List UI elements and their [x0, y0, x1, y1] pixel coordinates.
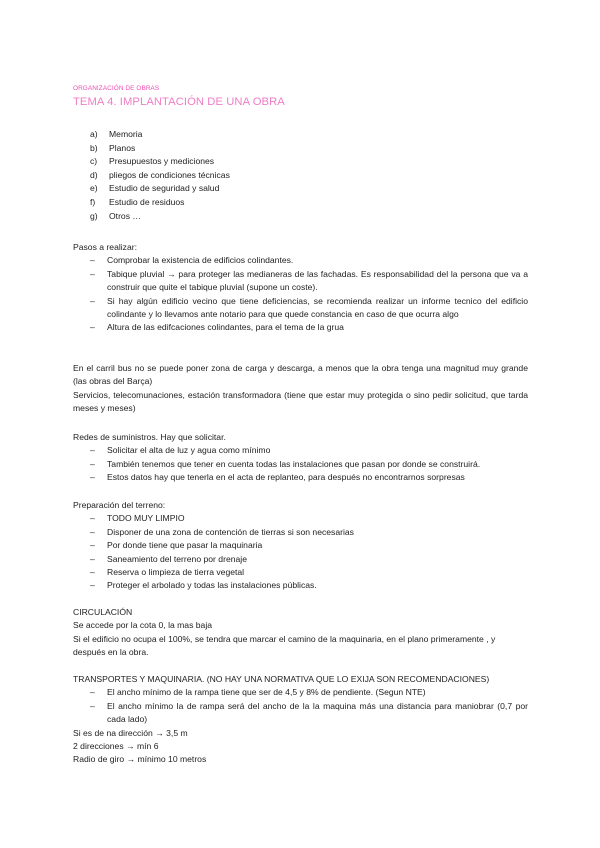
redes-list: [73, 444, 528, 484]
servicios-paragraph: Servicios, telecomunaciones, estación transformadora (tiene que estar muy protegida o sino pedir solicitud, que tarda meses y meses): [73, 389, 528, 414]
circulacion-heading: CIRCULACIÓN: [73, 607, 133, 617]
pasos-list: [73, 254, 528, 334]
list-text: Presupuestos y mediciones: [109, 156, 215, 167]
list-item: – Proteger el arbolado y todas las instalaciones públicas.: [73, 579, 528, 592]
list-text: Estudio de residuos: [109, 196, 185, 207]
list-letter: a): [90, 129, 98, 139]
list-text: Planos: [109, 142, 136, 153]
list-letter: f): [90, 196, 96, 207]
circulacion-section: [73, 606, 528, 660]
redes-heading: Redes de suministros. Hay que solicitar.: [73, 432, 226, 442]
list-letter: d): [90, 169, 98, 180]
transportes-line: Radio de giro → mínimo 10 metros: [73, 754, 207, 765]
course-kicker: ORGANIZACIÓN DE OBRAS: [73, 85, 160, 92]
list-item: – Por donde tiene que pasar la maquinaria: [73, 539, 528, 552]
circulacion-line: Se accede por la cota 0, la mas baja: [73, 620, 213, 631]
transportes-section: [73, 673, 528, 767]
list-item: [90, 142, 230, 156]
terreno-list: [73, 512, 528, 592]
list-letter: b): [90, 142, 98, 153]
list-item: – El ancho mínimo la de rampa será del ancho de la la maquina más una distancia para maniobrar (0,7 por cada lado): [73, 700, 528, 727]
list-text: Otros …: [109, 210, 141, 221]
terreno-section: [73, 499, 528, 593]
list-item: [90, 169, 230, 183]
list-item: – TODO MUY LIMPIO: [73, 512, 528, 525]
list-item: – Solicitar el alta de luz y agua como mínimo: [73, 444, 528, 457]
list-item: [90, 155, 230, 169]
list-item: [90, 182, 230, 196]
list-text: Estudio de seguridad y salud: [109, 183, 220, 194]
circulacion-line: Si el edificio no ocupa el 100%, se tendra que marcar el camino de la maquinaria, en el plano primeramente , y después en la obra.: [73, 633, 496, 658]
list-text: Memoria: [109, 129, 143, 139]
carril-paragraph: En el carril bus no se puede poner zona de carga y descarga, a menos que la obra tenga una magnitud muy grande (las obras del Barça): [73, 363, 528, 387]
list-letter: g): [90, 210, 98, 221]
list-item: – Comprobar la existencia de edificios colindantes.: [73, 254, 528, 267]
transportes-line: 2 direcciones → mín 6: [73, 741, 159, 752]
list-item: – Saneamiento del terreno por drenaje: [73, 553, 528, 566]
list-item: – Estos datos hay que tenerla en el acta de replanteo, para después no encontrarnos sorpresas: [73, 471, 528, 484]
terreno-heading: Preparación del terreno:: [73, 500, 166, 510]
transportes-line: Si es de na dirección → 3,5 m: [73, 727, 188, 738]
documents-list: [90, 128, 230, 223]
page-title: TEMA 4. IMPLANTACIÓN DE UNA OBRA: [73, 96, 285, 108]
redes-section: [73, 431, 528, 485]
list-item: [90, 128, 230, 142]
transportes-list: [73, 686, 528, 726]
list-item: – Reserva o limpieza de tierra vegetal: [73, 566, 528, 579]
list-letter: c): [90, 156, 98, 167]
list-letter: e): [90, 183, 98, 194]
pasos-heading: Pasos a realizar:: [73, 242, 138, 252]
list-item: – Altura de las edifcaciones colindantes, para el tema de la grua: [73, 321, 528, 334]
list-item: [90, 196, 230, 210]
list-item: – Si hay algún edificio vecino que tiene deficiencias, se recomienda realizar un informe tecnico del edificio colindante y lo llevamos ante notario para que quede constancia en caso de que ocurra algo: [73, 295, 528, 322]
pasos-section: [73, 241, 528, 335]
list-item: – También tenemos que tener en cuenta todas las instalaciones que pasan por donde se construirá.: [73, 458, 528, 471]
list-item: – El ancho mínimo de la rampa tiene que ser de 4,5 y 8% de pendiente. (Segun NTE): [73, 686, 528, 699]
list-item: – Disponer de una zona de contención de tierras si son necesarias: [73, 526, 528, 539]
transportes-heading: TRANSPORTES Y MAQUINARIA. (NO HAY UNA NORMATIVA QUE LO EXIJA SON RECOMENDACIONES): [73, 674, 490, 684]
list-item: – Tabique pluvial → para proteger las medianeras de las fachadas. Es responsabilidad del la persona que va a construir que quite el tabique pluvial (supone un coste).: [73, 268, 528, 295]
list-item: [90, 210, 230, 224]
carril-section: [73, 362, 528, 416]
list-text: pliegos de condiciones técnicas: [109, 169, 230, 180]
